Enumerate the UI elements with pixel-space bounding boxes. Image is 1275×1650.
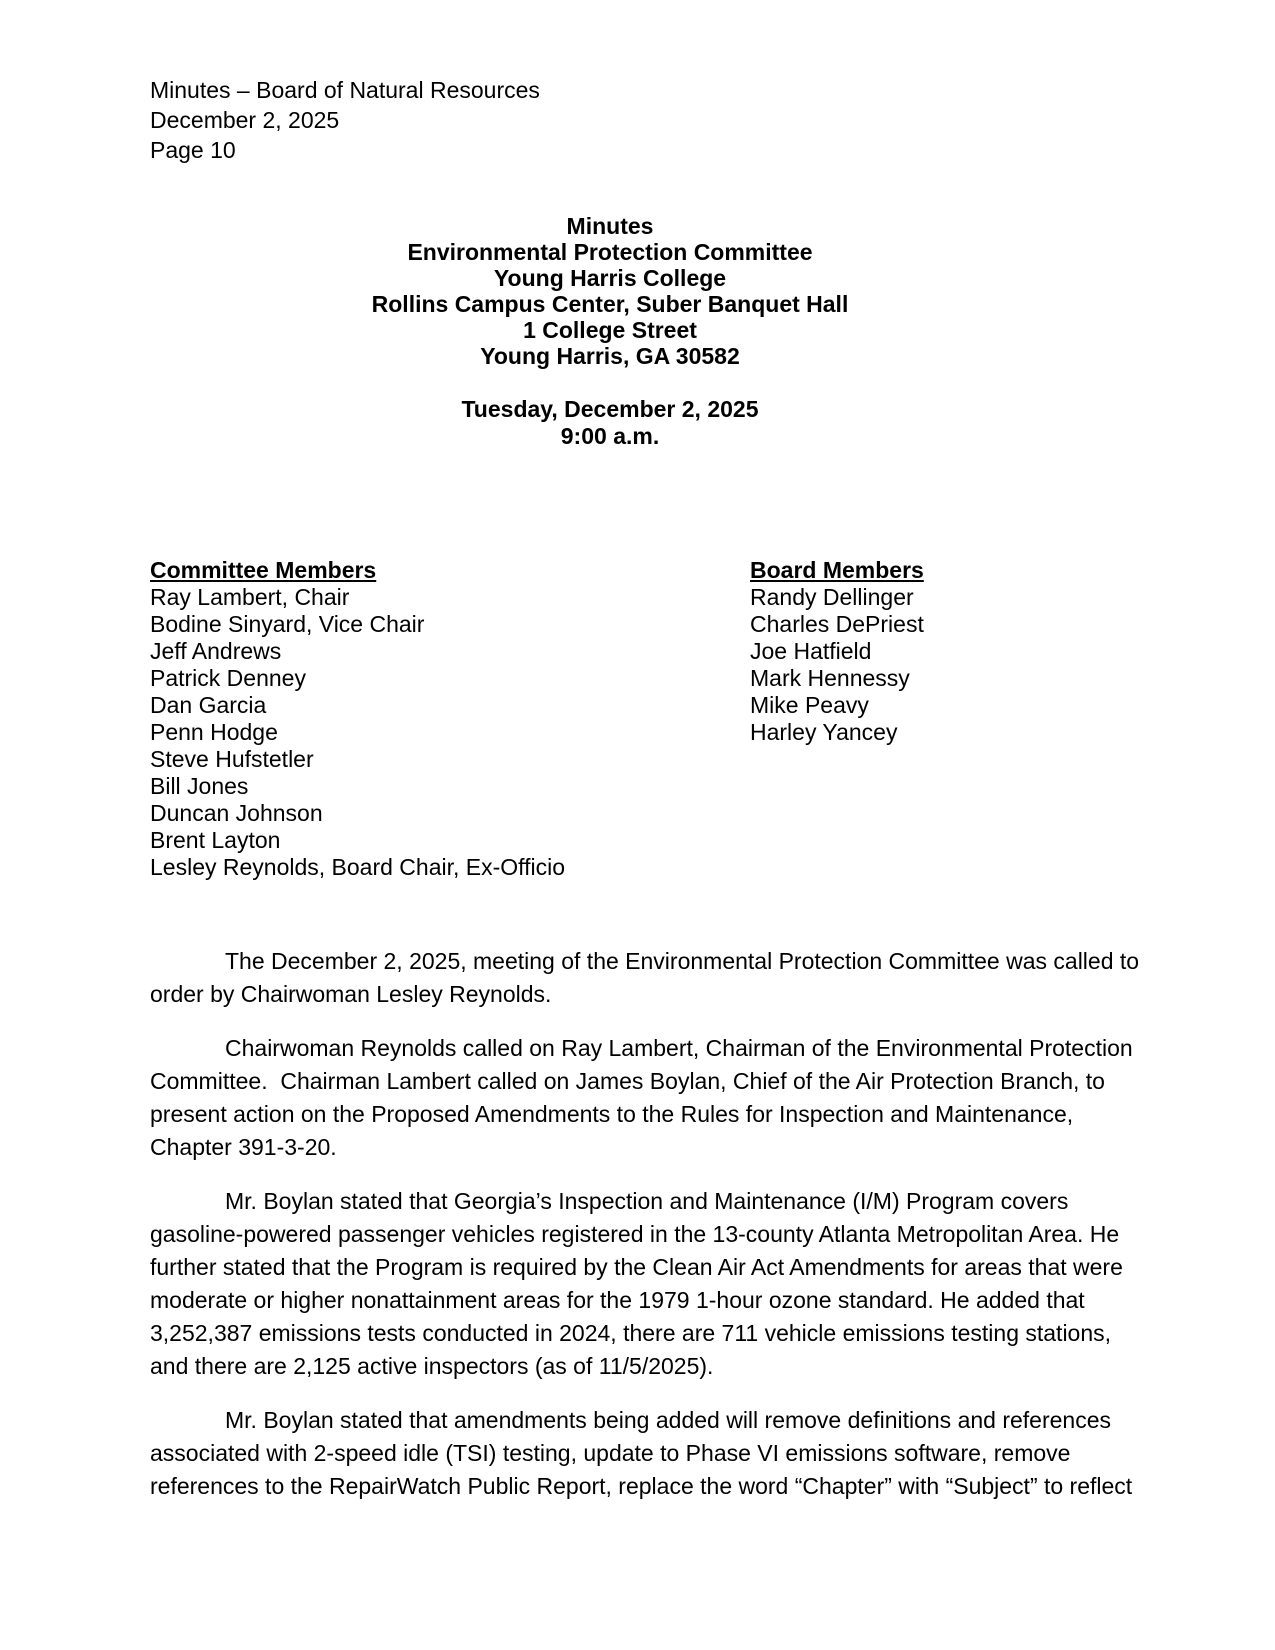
header-doc-title: Minutes – Board of Natural Resources xyxy=(150,77,540,103)
committee-members-heading: Committee Members xyxy=(150,557,377,583)
title-line-venue: Rollins Campus Center, Suber Banquet Hall xyxy=(371,291,849,317)
committee-member: Bodine Sinyard, Vice Chair xyxy=(150,611,425,637)
meeting-title-block xyxy=(150,213,1070,369)
committee-member: Brent Layton xyxy=(150,827,281,853)
board-member: Harley Yancey xyxy=(750,719,898,745)
board-members-heading: Board Members xyxy=(750,557,924,583)
committee-member: Duncan Johnson xyxy=(150,800,323,826)
members-section xyxy=(150,557,1135,881)
committee-member: Jeff Andrews xyxy=(150,638,282,664)
header-date: December 2, 2025 xyxy=(150,107,340,133)
meeting-time: 9:00 a.m. xyxy=(560,423,660,449)
board-member: Mark Hennessy xyxy=(750,665,910,691)
title-line-college: Young Harris College xyxy=(493,265,727,291)
committee-member: Patrick Denney xyxy=(150,665,306,691)
paragraph-amendments: Mr. Boylan stated that amendments being added will remove definitions and references associated with 2-speed idle (TSI) testing, update to Phase VI emissions software, remove references to the RepairWatch Public Report, replace the word “Chapter” with “Subject” to reflect xyxy=(150,1407,1133,1499)
title-line-minutes: Minutes xyxy=(566,213,654,239)
page-header xyxy=(150,75,1135,165)
board-members-column xyxy=(750,557,1135,881)
board-member: Charles DePriest xyxy=(750,611,924,637)
header-page-number: Page 10 xyxy=(150,137,236,163)
title-line-street: 1 College Street xyxy=(523,317,697,343)
committee-member: Lesley Reynolds, Board Chair, Ex-Officio xyxy=(150,854,566,880)
board-member: Mike Peavy xyxy=(750,692,869,718)
committee-member: Dan Garcia xyxy=(150,692,267,718)
meeting-date: Tuesday, December 2, 2025 xyxy=(461,396,759,422)
board-member: Randy Dellinger xyxy=(750,584,914,610)
paragraph-call-to-order: The December 2, 2025, meeting of the Environmental Protection Committee was called to order by Chairwoman Lesley Reynolds. xyxy=(150,948,1146,1007)
committee-member: Ray Lambert, Chair xyxy=(150,584,350,610)
committee-member: Steve Hufstetler xyxy=(150,746,314,772)
committee-member: Bill Jones xyxy=(150,773,249,799)
title-line-committee: Environmental Protection Committee xyxy=(407,239,813,265)
committee-member: Penn Hodge xyxy=(150,719,278,745)
board-member: Joe Hatfield xyxy=(750,638,872,664)
minutes-body xyxy=(150,945,1146,1503)
paragraph-im-program-overview: Mr. Boylan stated that Georgia’s Inspection and Maintenance (I/M) Program covers gasoline-powered passenger vehicles registered in the 13-county Atlanta Metropolitan Area. He further stated that the Program is required by the Clean Air Act Amendments for areas that were moderate or higher nonattainment areas for the 1979 1-hour ozone standard. He added that 3,252,387 emissions tests conducted in 2024, there are 711 vehicle emissions testing stations, and there are 2,125 active inspectors (as of 11/5/2025). xyxy=(150,1188,1130,1379)
meeting-datetime-block xyxy=(150,396,1070,450)
committee-members-column xyxy=(150,557,750,881)
paragraph-introductions: Chairwoman Reynolds called on Ray Lambert, Chairman of the Environmental Protection Committee. Chairman Lambert called on James Boylan, Chief of the Air Protection Branch, to present action on the Proposed Amendments to the Rules for Inspection and Maintenance, Chapter 391-3-20. xyxy=(150,1035,1140,1160)
title-line-city: Young Harris, GA 30582 xyxy=(480,343,740,369)
